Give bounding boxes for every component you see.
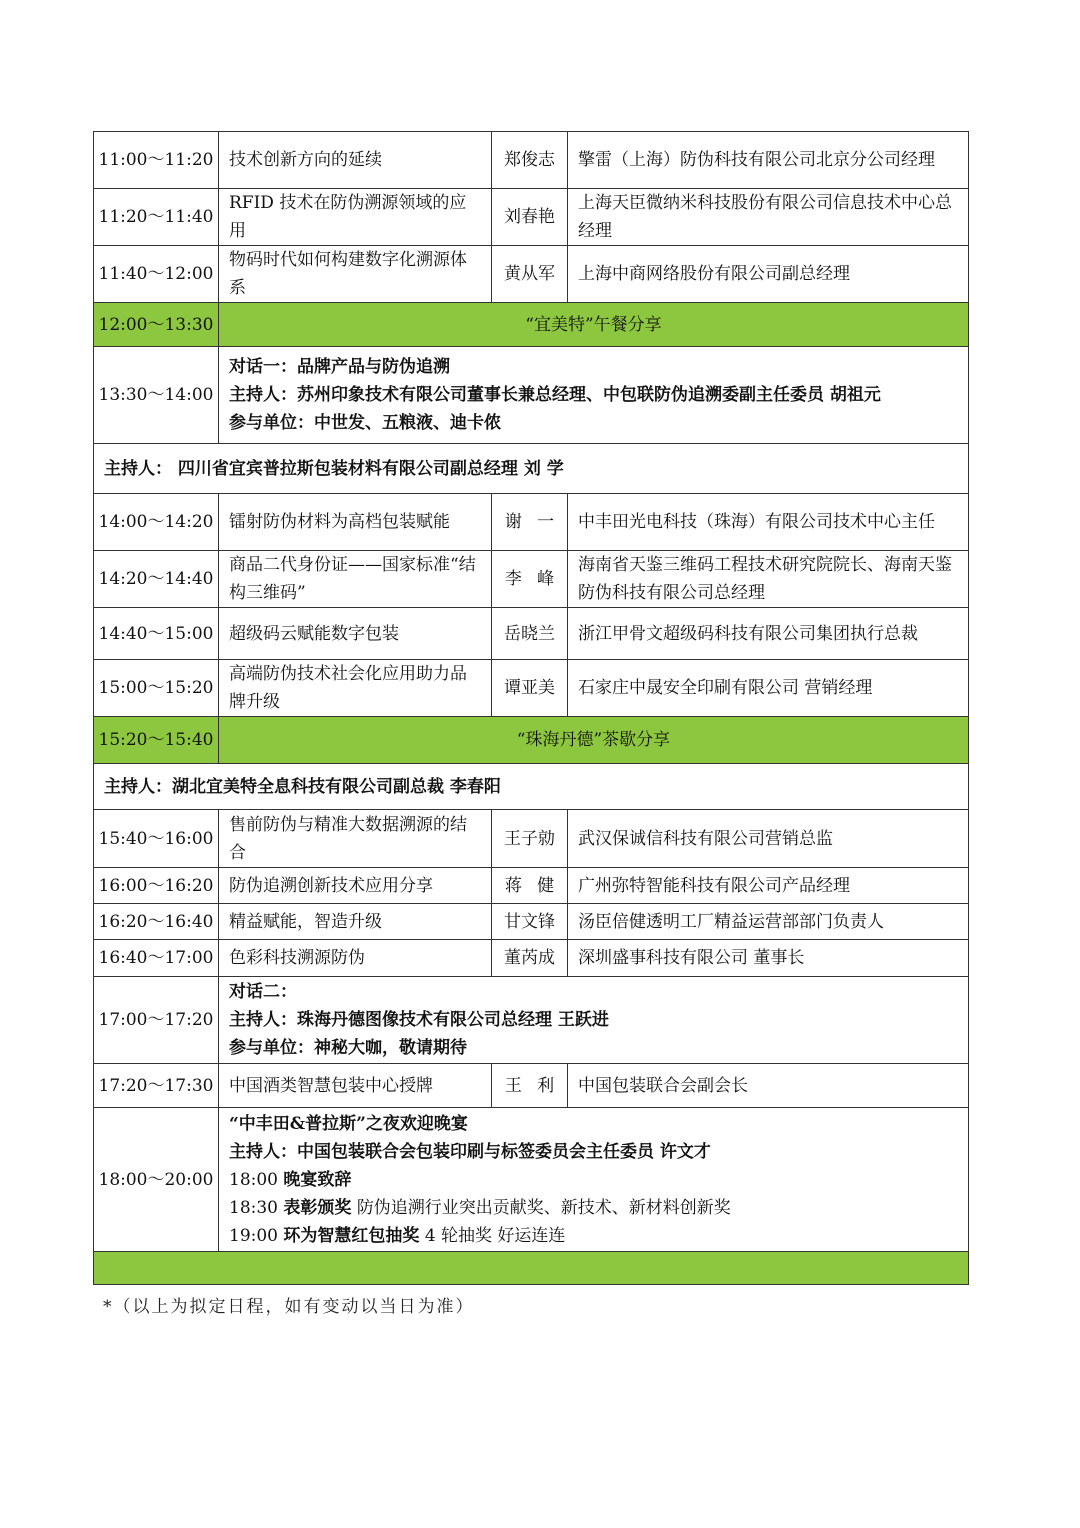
- dialog-host: 主持人：珠海丹德图像技术有限公司总经理 王跃进: [229, 1010, 609, 1030]
- topic-cell: 超级码云赋能数字包装: [219, 608, 492, 660]
- table-row: [94, 551, 969, 608]
- table-row: [94, 904, 969, 940]
- program-item: 18:00 晚宴致辞: [229, 1169, 352, 1190]
- speaker-cell: 岳晓兰: [492, 608, 568, 660]
- time-cell: 15:20～15:40: [94, 717, 219, 764]
- time-cell: 14:00～14:20: [94, 494, 219, 551]
- table-row: [94, 608, 969, 660]
- time-cell: 13:30～14:00: [94, 347, 219, 444]
- org-cell: 广州弥特智能科技有限公司产品经理: [568, 868, 969, 904]
- org-cell: 海南省天鉴三维码工程技术研究院院长、海南天鉴防伪科技有限公司总经理: [568, 551, 969, 608]
- program-item: 19:00 环为智慧红包抽奖 4 轮抽奖 好运连连: [229, 1225, 566, 1246]
- dialog-cell: [219, 347, 969, 444]
- table-row: [94, 1064, 969, 1108]
- time-cell: 17:20～17:30: [94, 1064, 219, 1108]
- dialog-participants: 参与单位：神秘大咖，敬请期待: [229, 1038, 467, 1058]
- org-cell: 上海中商网络股份有限公司副总经理: [568, 246, 969, 303]
- time-cell: 15:40～16:00: [94, 810, 219, 868]
- dialog-row: [94, 347, 969, 444]
- dinner-row: [94, 1108, 969, 1252]
- session-host-row: [94, 444, 969, 494]
- topic-cell: 精益赋能，智造升级: [219, 904, 492, 940]
- dinner-cell: [219, 1108, 969, 1252]
- session-host: 主持人： 四川省宜宾普拉斯包装材料有限公司副总经理 刘 学: [94, 444, 969, 494]
- speaker-cell: 刘春艳: [492, 189, 568, 246]
- topic-cell: 技术创新方向的延续: [219, 132, 492, 189]
- program-item: 18:30 表彰颁奖 防伪追溯行业突出贡献奖、新技术、新材料创新奖: [229, 1197, 731, 1218]
- topic-cell: 售前防伪与精准大数据溯源的结合: [219, 810, 492, 868]
- speaker-cell: 王利: [492, 1064, 568, 1108]
- speaker-cell: 谭亚美: [492, 660, 568, 717]
- table-row: [94, 940, 969, 977]
- org-cell: 汤臣倍健透明工厂精益运营部部门负责人: [568, 904, 969, 940]
- topic-cell: 商品二代身份证——国家标准“结构三维码”: [219, 551, 492, 608]
- time-cell: 16:40～17:00: [94, 940, 219, 977]
- org-cell: 上海天臣微纳米科技股份有限公司信息技术中心总经理: [568, 189, 969, 246]
- topic-cell: 镭射防伪材料为高档包装赋能: [219, 494, 492, 551]
- dialog-participants: 参与单位：中世发、五粮液、迪卡侬: [229, 413, 501, 433]
- dialog-host: 主持人：苏州印象技术有限公司董事长兼总经理、中包联防伪追溯委副主任委员 胡祖元: [229, 385, 881, 405]
- topic-cell: RFID 技术在防伪溯源领域的应用: [219, 189, 492, 246]
- time-cell: 17:00～17:20: [94, 977, 219, 1064]
- time-cell: 16:20～16:40: [94, 904, 219, 940]
- time-cell: 11:00～11:20: [94, 132, 219, 189]
- table-row: [94, 810, 969, 868]
- org-cell: 中丰田光电科技（珠海）有限公司技术中心主任: [568, 494, 969, 551]
- time-cell: 18:00～20:00: [94, 1108, 219, 1252]
- speaker-cell: 王子勍: [492, 810, 568, 868]
- closing-band-row: [94, 1252, 969, 1285]
- speaker-cell: 甘文锋: [492, 904, 568, 940]
- speaker-cell: 黄从军: [492, 246, 568, 303]
- time-cell: 16:00～16:20: [94, 868, 219, 904]
- topic-cell: 中国酒类智慧包装中心授牌: [219, 1064, 492, 1108]
- table-row: [94, 189, 969, 246]
- dinner-host: 主持人：中国包装联合会包装印刷与标签委员会主任委员 许文才: [229, 1141, 711, 1162]
- time-cell: 15:00～15:20: [94, 660, 219, 717]
- topic-cell: 防伪追溯创新技术应用分享: [219, 868, 492, 904]
- table-row: [94, 494, 969, 551]
- tea-break-title: “珠海丹德”茶歇分享: [219, 717, 969, 764]
- topic-cell: 高端防伪技术社会化应用助力品牌升级: [219, 660, 492, 717]
- dialog-row: [94, 977, 969, 1064]
- dialog-title: 对话一：品牌产品与防伪追溯: [229, 357, 450, 377]
- closing-band: [94, 1252, 969, 1285]
- dialog-title: 对话二：: [229, 982, 297, 1002]
- speaker-cell: 董芮成: [492, 940, 568, 977]
- session-host-row: [94, 764, 969, 810]
- table-row: [94, 246, 969, 303]
- lunch-break-row: [94, 303, 969, 347]
- org-cell: 石家庄中晟安全印刷有限公司 营销经理: [568, 660, 969, 717]
- speaker-cell: 蒋健: [492, 868, 568, 904]
- org-cell: 中国包装联合会副会长: [568, 1064, 969, 1108]
- topic-cell: 物码时代如何构建数字化溯源体系: [219, 246, 492, 303]
- table-row: [94, 132, 969, 189]
- org-cell: 武汉保诚信科技有限公司营销总监: [568, 810, 969, 868]
- table-row: [94, 868, 969, 904]
- speaker-cell: 谢一: [492, 494, 568, 551]
- table-row: [94, 660, 969, 717]
- speaker-cell: 李峰: [492, 551, 568, 608]
- schedule-table: [93, 131, 969, 1285]
- dinner-title: “中丰田&普拉斯”之夜欢迎晚宴: [229, 1113, 468, 1134]
- tea-break-row: [94, 717, 969, 764]
- footnote: *（以上为拟定日程，如有变动以当日为准）: [103, 1297, 475, 1317]
- time-cell: 11:40～12:00: [94, 246, 219, 303]
- dialog-cell: [219, 977, 969, 1064]
- topic-cell: 色彩科技溯源防伪: [219, 940, 492, 977]
- time-cell: 12:00～13:30: [94, 303, 219, 347]
- speaker-cell: 郑俊志: [492, 132, 568, 189]
- time-cell: 14:20～14:40: [94, 551, 219, 608]
- time-cell: 11:20～11:40: [94, 189, 219, 246]
- org-cell: 擎雷（上海）防伪科技有限公司北京分公司经理: [568, 132, 969, 189]
- session-host: 主持人：湖北宜美特全息科技有限公司副总裁 李春阳: [94, 764, 969, 810]
- lunch-break-title: “宜美特”午餐分享: [219, 303, 969, 347]
- org-cell: 浙江甲骨文超级码科技有限公司集团执行总裁: [568, 608, 969, 660]
- org-cell: 深圳盛事科技有限公司 董事长: [568, 940, 969, 977]
- time-cell: 14:40～15:00: [94, 608, 219, 660]
